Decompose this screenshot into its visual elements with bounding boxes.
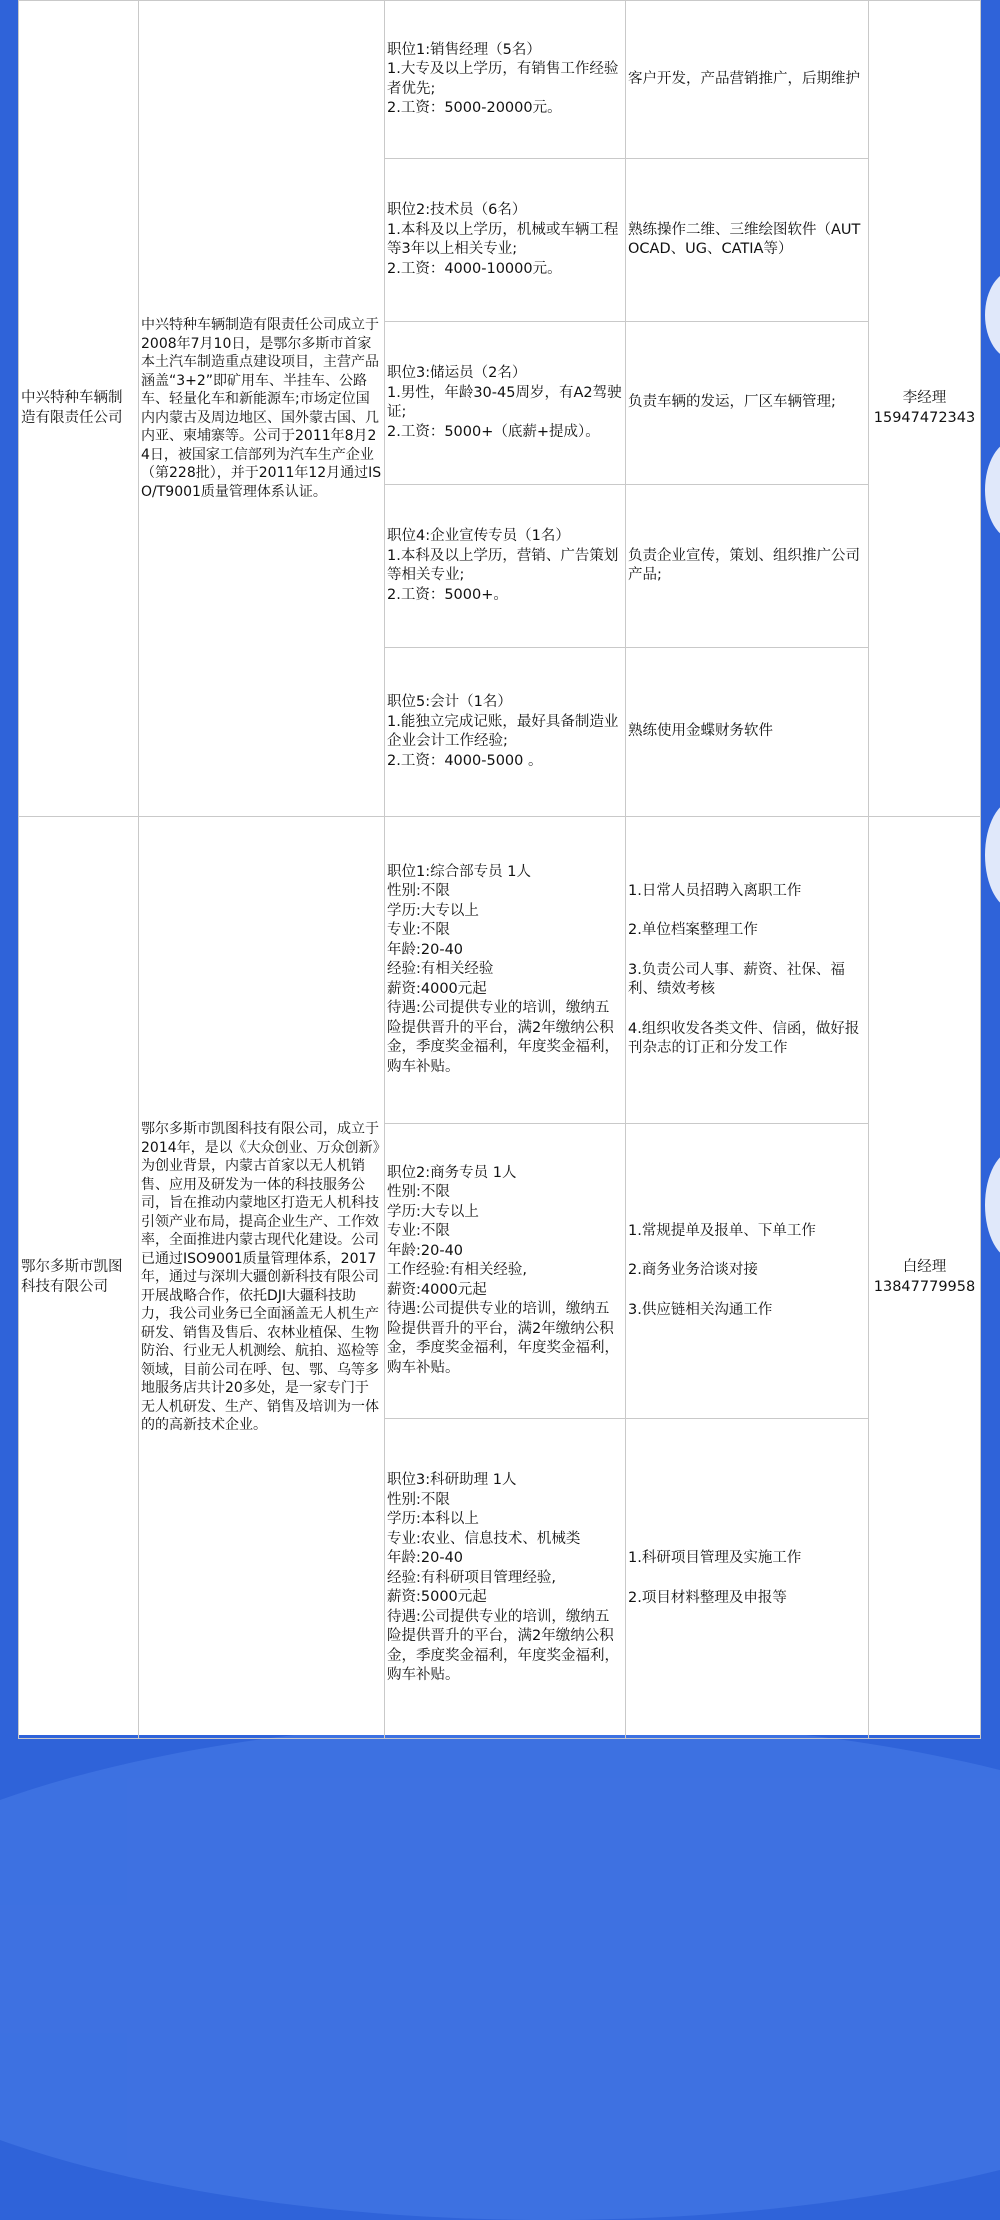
requirement-line: 性别:不限 [387, 1184, 450, 1201]
requirement-line: 薪资:4000元起 [387, 980, 487, 997]
position-title: 职位1:销售经理（5名） [387, 41, 541, 58]
requirement-line: 专业:不限 [387, 922, 450, 939]
decorative-bubble [985, 1150, 1000, 1260]
decorative-bubble [985, 270, 1000, 360]
requirement-line: 待遇:公司提供专业的培训，缴纳五险提供晋升的平台，满2年缴纳公积金，季度奖金福利，年度奖金福利，购车补贴。 [387, 1608, 619, 1684]
requirement-line: 2.工资：4000-5000 。 [387, 752, 543, 769]
duty-line: 1.常规提单及报单、下单工作 [628, 1222, 816, 1239]
requirement-line: 1.大专及以上学历，有销售工作经验者优先; [387, 61, 619, 97]
contact-name: 白经理 [902, 1259, 947, 1275]
table-row [19, 817, 981, 1124]
position-requirements [385, 485, 626, 648]
requirement-line: 年龄:20-40 [387, 941, 464, 958]
position-requirements [385, 1, 626, 159]
company-description: 中兴特种车辆制造有限责任公司成立于2008年7月10日，是鄂尔多斯市首家本土汽车制造重点建设项目，主营产品涵盖“3+2”即矿用车、半挂车、公路车、轻量化车和新能源车;市场定位国内内蒙古及周边地区、国外蒙古国、几内亚、柬埔寨等。公司于2011年8月24日，被国家工信部列为汽车生产企业（第228批），并于2011年12月通过ISO/T9001质量管理体系认证。 [139, 1, 385, 817]
position-title: 职位1:综合部专员 1人 [387, 863, 531, 880]
contact-phone: 15947472343 [873, 409, 976, 426]
duty-line: 4.组织收发各类文件、信函，做好报刊杂志的订正和分发工作 [628, 1020, 860, 1056]
duty-line: 2.商务业务洽谈对接 [628, 1262, 758, 1279]
position-requirements [385, 322, 626, 485]
requirement-line: 经验:有相关经验 [387, 961, 494, 978]
decorative-bubble [985, 800, 1000, 910]
company-name: 中兴特种车辆制造有限责任公司 [19, 1, 139, 817]
position-requirements [385, 159, 626, 322]
requirement-line: 经验:有科研项目管理经验, [387, 1569, 556, 1586]
duty-line: 3.供应链相关沟通工作 [628, 1301, 773, 1318]
position-requirements [385, 1124, 626, 1419]
duty-line: 2.项目材料整理及申报等 [628, 1589, 787, 1606]
duty-line: 1.日常人员招聘入离职工作 [628, 882, 802, 899]
duty-line: 3.负责公司人事、薪资、社保、福利、绩效考核 [628, 961, 845, 997]
position-duties [626, 1419, 869, 1739]
company-description: 鄂尔多斯市凯图科技有限公司，成立于2014年，是以《大众创业、万众创新》为创业背景，内蒙古首家以无人机销售、应用及研发为一体的科技服务公司，旨在推动内蒙地区打造无人机科技引领产业布局，提高企业生产、工作效率，全面推进内蒙古现代化建设。公司已通过ISO9001质量管理体系，2017年，通过与深圳大疆创新科技有限公司开展战略合作，依托DJI大疆科技助力，我公司业务已全面涵盖无人机生产研发、销售及售后、农林业植保、生物防治、行业无人机测绘、航拍、巡检等领域，目前公司在呼、包、鄂、乌等多地服务店共计20多处，是一家专门于无人机研发、生产、销售及培训为一体的的高新技术企业。 [139, 817, 385, 1739]
duty-line: 熟练操作二维、三维绘图软件（AUTOCAD、UG、CATIA等） [628, 221, 861, 257]
duty-line: 2.单位档案整理工作 [628, 922, 758, 938]
position-title: 职位2:商务专员 1人 [387, 1164, 517, 1181]
requirement-line: 学历:本科以上 [387, 1511, 479, 1528]
requirement-line: 年龄:20-40 [387, 1242, 464, 1259]
duty-line: 客户开发，产品营销推广，后期维护 [628, 70, 860, 87]
contact-cell [869, 1, 981, 817]
requirement-line: 2.工资：5000+。 [387, 586, 508, 603]
requirement-line: 1.能独立完成记账，最好具备制造业企业会计工作经验; [387, 713, 619, 749]
requirement-line: 待遇:公司提供专业的培训，缴纳五险提供晋升的平台，满2年缴纳公积金，季度奖金福利，年度奖金福利，购车补贴。 [387, 1000, 619, 1075]
duty-line: 负责企业宣传，策划、组织推广公司产品; [628, 547, 860, 583]
requirement-line: 性别:不限 [387, 1491, 450, 1508]
requirement-line: 1.本科及以上学历，机械或车辆工程等3年以上相关专业; [387, 221, 619, 257]
requirement-line: 年龄:20-40 [387, 1550, 464, 1567]
requirement-line: 工作经验:有相关经验, [387, 1262, 527, 1279]
position-title: 职位2:技术员（6名） [387, 202, 527, 218]
job-listing-table [18, 0, 981, 1739]
requirement-line: 1.本科及以上学历，营销、广告策划等相关专业; [387, 547, 619, 583]
requirement-line: 学历:大专以上 [387, 902, 479, 919]
decorative-sweep [0, 1720, 1000, 2220]
duty-line: 熟练使用金蝶财务软件 [628, 723, 773, 740]
position-requirements [385, 817, 626, 1124]
position-duties [626, 648, 869, 817]
requirement-line: 学历:大专以上 [387, 1203, 479, 1220]
contact-phone: 13847779958 [873, 1278, 976, 1295]
duty-line: 负责车辆的发运，厂区车辆管理; [628, 394, 836, 411]
position-title: 职位4:企业宣传专员（1名） [387, 528, 570, 544]
position-title: 职位3:储运员（2名） [387, 365, 527, 381]
requirement-line: 2.工资：5000-20000元。 [387, 100, 562, 116]
position-duties [626, 1, 869, 159]
position-title: 职位5:会计（1名） [387, 694, 512, 710]
requirement-line: 薪资:4000元起 [387, 1281, 487, 1298]
contact-name: 李经理 [902, 390, 947, 406]
table-row [19, 1, 981, 159]
company-name: 鄂尔多斯市凯图科技有限公司 [19, 817, 139, 1739]
position-requirements [385, 648, 626, 817]
position-duties [626, 817, 869, 1124]
position-title: 职位3:科研助理 1人 [387, 1472, 517, 1489]
job-table-body [19, 1, 981, 1739]
requirement-line: 待遇:公司提供专业的培训，缴纳五险提供晋升的平台，满2年缴纳公积金，季度奖金福利，年度奖金福利，购车补贴。 [387, 1301, 619, 1376]
requirement-line: 2.工资：4000-10000元。 [387, 260, 562, 277]
requirement-line: 1.男性，年龄30-45周岁，有A2驾驶证; [387, 384, 622, 420]
position-duties [626, 1124, 869, 1419]
requirement-line: 专业:不限 [387, 1223, 450, 1240]
position-duties [626, 485, 869, 648]
position-duties [626, 159, 869, 322]
contact-cell [869, 817, 981, 1739]
requirement-line: 2.工资：5000+（底薪+提成）。 [387, 423, 600, 440]
requirement-line: 薪资:5000元起 [387, 1589, 487, 1606]
duty-line: 1.科研项目管理及实施工作 [628, 1550, 802, 1566]
position-duties [626, 322, 869, 485]
job-listing-sheet [18, 0, 980, 1735]
position-requirements [385, 1419, 626, 1739]
decorative-bubble [985, 440, 1000, 540]
requirement-line: 性别:不限 [387, 883, 450, 900]
requirement-line: 专业:农业、信息技术、机械类 [387, 1530, 581, 1547]
